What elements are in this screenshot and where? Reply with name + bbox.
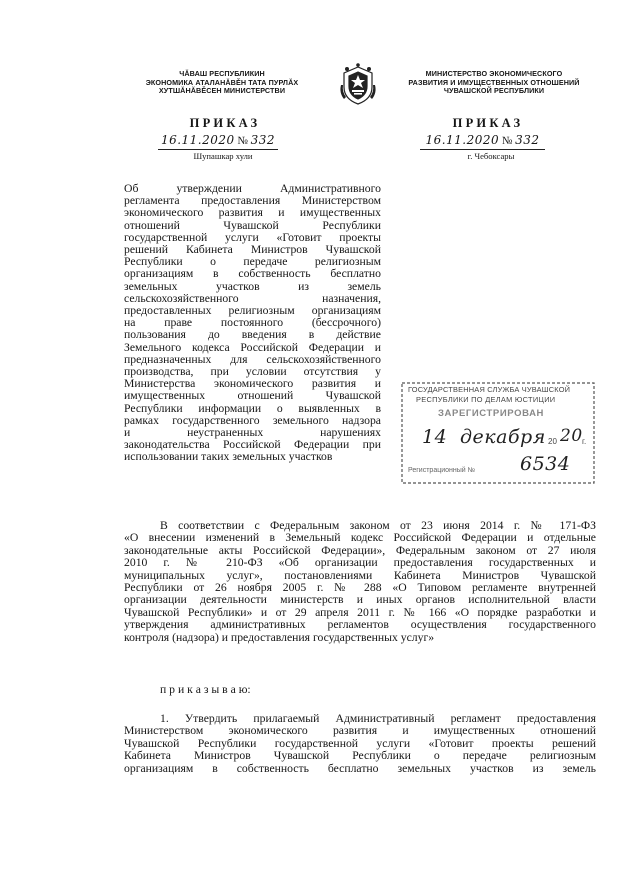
handwritten-date: 16.11.2020 xyxy=(425,133,500,147)
stamp-line-1: ГОСУДАРСТВЕННАЯ СЛУЖБА ЧУВАШСКОЙ xyxy=(408,385,571,394)
chuvash-emblem-icon xyxy=(338,63,378,107)
subject-line: и неустраненных нарушениях xyxy=(124,426,381,440)
number-sign: № xyxy=(501,135,513,147)
subject-line: имущественных отношений Чувашской xyxy=(124,389,381,403)
preamble-paragraph xyxy=(124,520,596,644)
subject-line: Республики информации о выявленных в xyxy=(124,401,381,415)
order-word: п р и к а з ы в а ю: xyxy=(160,683,251,696)
subject-line: законодательства Российской Федерации при xyxy=(124,438,381,452)
subject-line: предоставленных религиозным организациям xyxy=(124,304,381,318)
header-right-ministry xyxy=(386,70,602,96)
preamble-line: контроля (надзора) и предоставления государственных услуг» xyxy=(124,630,435,644)
preamble-line: Чувашской Республики» и от 29 апреля 2011 г. № 166 «О порядке разработки и xyxy=(124,605,596,619)
subject-line: земельных участков из земель xyxy=(124,279,381,293)
item-1-line: 1. Утвердить прилагаемый Административный регламент предоставления xyxy=(160,712,596,725)
preamble-line: муниципальных услуг», постановлениями Кабинета Министров Чувашской xyxy=(124,568,596,582)
item-1-line: организациям в собственность бесплатно земельных участков из земель xyxy=(124,761,596,775)
date-number-left xyxy=(158,133,278,150)
subject-line: рамках государственного земельного надзора xyxy=(124,413,381,427)
subject-line: организациям в собственность бесплатно xyxy=(124,267,381,281)
subject-line: отношений Чувашской Республики xyxy=(124,218,381,232)
header-left-line: ЭКОНОМИКА АТАЛАНĂВĚН ТАТА ПУРЛĂХ xyxy=(145,77,299,87)
subject-line: государственной услуги «Готовит проекты xyxy=(124,230,381,244)
preamble-line: организации деятельности министерств и иных органов исполнительной власти xyxy=(124,593,596,607)
item-1-paragraph xyxy=(124,713,596,775)
stamp-line-3: ЗАРЕГИСТРИРОВАН xyxy=(438,408,544,419)
item-1-line: Чувашской Республики государственной услуги «Готовит проекты решений xyxy=(124,736,596,750)
subject-line: пользования до введения в действие xyxy=(124,328,381,342)
subject-line: использовании таких земельных участков xyxy=(124,450,333,464)
subject-line: регламента предоставления Министерством xyxy=(124,194,381,208)
header-left-line: ХУТШĂНĂВĚСЕН МИНИСТЕРСТВИ xyxy=(158,86,286,96)
item-1-line: Министерством экономического развития и имущественных отношений xyxy=(124,724,596,738)
preamble-line: В соответствии с Федеральным законом от 23 июня 2014 г. № 171-ФЗ xyxy=(160,519,596,532)
city-left: Шупашкар хули xyxy=(193,151,253,161)
subject-line: на праве постоянного (бессрочного) xyxy=(124,316,381,330)
preamble-line: утверждения административных регламентов осуществления государственного xyxy=(124,618,596,632)
city-right: г. Чебоксары xyxy=(467,151,515,161)
handwritten-number: 332 xyxy=(515,133,540,147)
stamp-month: декабря xyxy=(460,426,546,448)
header-right-line: РАЗВИТИЯ И ИМУЩЕСТВЕННЫХ ОТНОШЕНИЙ xyxy=(408,77,580,87)
subject-line: Республики о передаче религиозным xyxy=(124,255,381,269)
preamble-line: Республики от 26 ноября 2005 г. № 288 «О Типовом регламенте внутренней xyxy=(124,581,596,595)
stamp-reg-label: Регистрационный № xyxy=(408,467,476,474)
subject-line: предназначенных для сельскохозяйственного xyxy=(124,352,381,366)
header-left-line: ЧĂВАШ РЕСПУБЛИКИН xyxy=(179,69,265,78)
header-right-line: МИНИСТЕРСТВО ЭКОНОМИЧЕСКОГО xyxy=(425,69,563,78)
preamble-line: 2010 г. № 210-ФЗ «Об организации предоставления государственных и xyxy=(124,556,596,570)
header-left-ministry xyxy=(118,70,326,96)
stamp-year-label: г. xyxy=(582,437,587,446)
stamp-year-prefix: 20 xyxy=(548,437,557,446)
handwritten-date: 16.11.2020 xyxy=(160,133,235,147)
stamp-day: 14 xyxy=(422,426,448,448)
date-number-right xyxy=(420,133,545,150)
subject-line: производства, при условии отсутствия у xyxy=(124,365,381,379)
subject-line: Земельного кодекса Российской Федерации и xyxy=(124,340,381,354)
stamp-line-2: РЕСПУБЛИКИ ПО ДЕЛАМ ЮСТИЦИИ xyxy=(416,395,556,404)
order-subject xyxy=(124,183,381,464)
stamp-year-suffix: 20 xyxy=(560,426,583,446)
number-sign: № xyxy=(237,135,248,147)
subject-line: Министерства экономического развития и xyxy=(124,377,381,391)
item-1-line: Кабинета Министров Чувашской Республики о передаче религиозным xyxy=(124,749,596,763)
handwritten-number: 332 xyxy=(250,133,276,147)
subject-line: Об утверждении Административного xyxy=(124,182,381,195)
order-title-right: ПРИКАЗ xyxy=(452,116,524,130)
preamble-line: законодательные акты Российской Федерации», Федеральным законом от 27 июля xyxy=(124,543,596,557)
subject-line: сельскохозяйственного назначения, xyxy=(124,291,381,305)
stamp-reg-number: 6534 xyxy=(520,453,571,475)
header-right-line: ЧУВАШСКОЙ РЕСПУБЛИКИ xyxy=(443,86,545,96)
registration-stamp xyxy=(400,381,596,485)
subject-line: экономического развития и имущественных xyxy=(124,206,381,220)
preamble-line: «О внесении изменений в Земельный кодекс Российской Федерации и отдельные xyxy=(124,531,596,545)
subject-line: решений Кабинета Министров Чувашской xyxy=(124,243,381,257)
order-title-left: ПРИКАЗ xyxy=(189,116,261,130)
